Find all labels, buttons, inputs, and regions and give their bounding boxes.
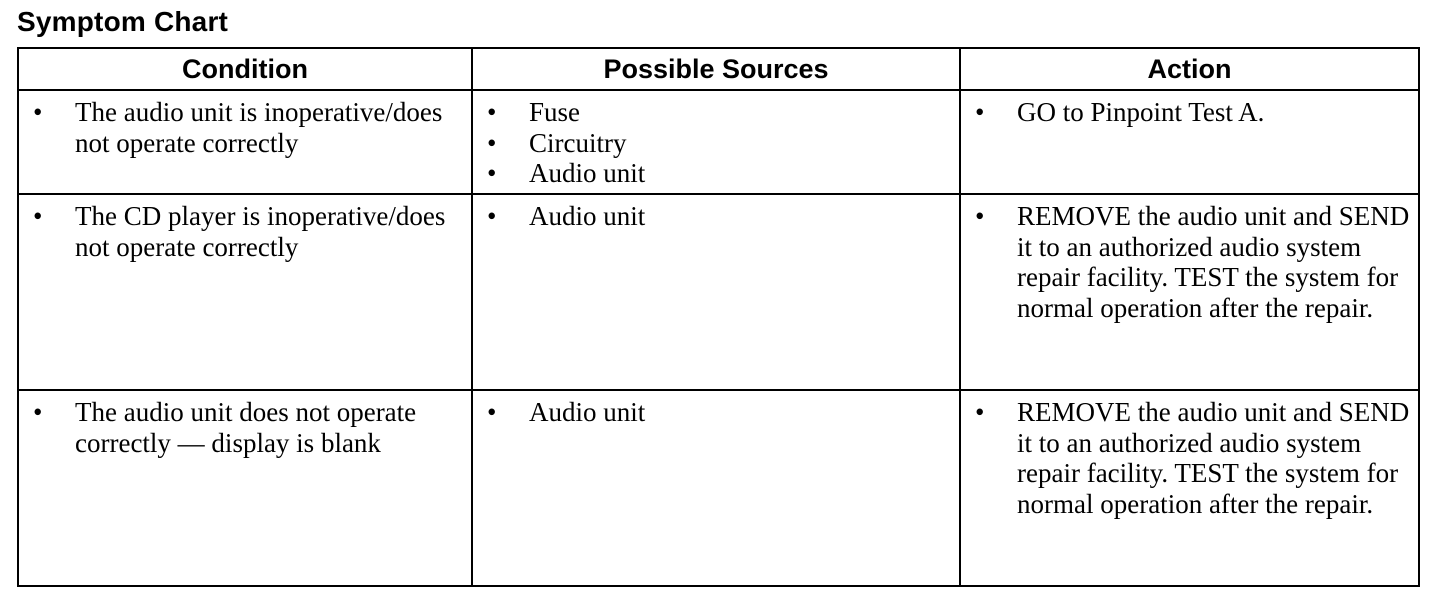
action-cell [960, 390, 1419, 586]
action-text: • REMOVE the audio unit and SEND it to an authorized audio system repair facility. TEST the system for normal operation after the repair. [969, 397, 1410, 519]
header-possible-sources: Possible Sources [472, 48, 960, 90]
source-item: • Fuse [481, 97, 951, 128]
condition-text: • The audio unit is inoperative/does not operate correctly [27, 97, 463, 158]
header-row [18, 48, 1419, 90]
condition-cell [18, 390, 472, 586]
action-cell [960, 194, 1419, 390]
sources-cell [472, 194, 960, 390]
sources-cell [472, 390, 960, 586]
table-row [18, 194, 1419, 390]
source-item: • Circuitry [481, 128, 951, 159]
source-item: • Audio unit [481, 201, 951, 232]
table-row [18, 90, 1419, 194]
source-item: • Audio unit [481, 397, 951, 428]
condition-text: • The audio unit does not operate correctly — display is blank [27, 397, 463, 458]
header-action: Action [960, 48, 1419, 90]
condition-text: • The CD player is inoperative/does not operate correctly [27, 201, 463, 262]
action-text: • REMOVE the audio unit and SEND it to an authorized audio system repair facility. TEST the system for normal operation after the repair. [969, 201, 1410, 323]
condition-cell [18, 194, 472, 390]
symptom-chart-table [17, 47, 1420, 587]
page-title: Symptom Chart [17, 6, 229, 37]
action-text: • GO to Pinpoint Test A. [969, 97, 1410, 128]
sources-cell [472, 90, 960, 194]
source-item: • Audio unit [481, 158, 951, 189]
table-row [18, 390, 1419, 586]
action-cell [960, 90, 1419, 194]
condition-cell [18, 90, 472, 194]
header-condition: Condition [18, 48, 472, 90]
